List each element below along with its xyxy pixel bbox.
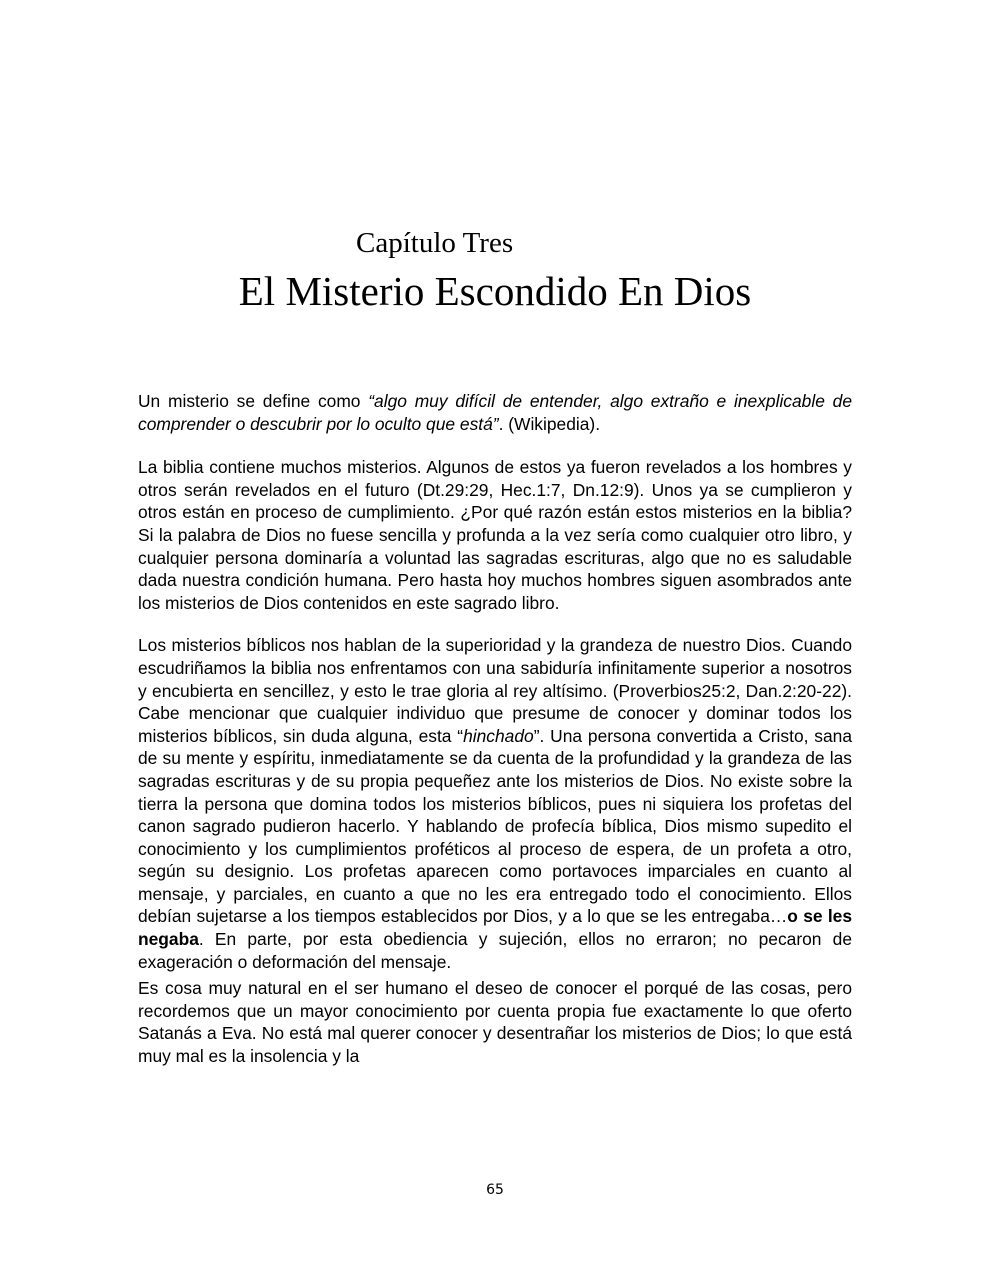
body-text [138, 390, 852, 1068]
hinchado-emphasis: hinchado [463, 725, 534, 746]
paragraph-3-part-a: Los misterios bíblicos nos hablan de la superioridad y la grandeza de nuestro Dios. Cuando escudriñamos la biblia nos enfrentamos con una sabiduría infinitamente superior a nosotros y encubierta en sencillez, y esto le trae gloria al rey altísimo. (Proverbios25:2, Dan.2:20-22). Cabe mencionar que cualquier individuo que presume de conocer y dominar todos los misterios bíblicos, sin duda alguna, esta “ [138, 635, 852, 746]
paragraph-1-source: . (Wikipedia). [498, 413, 601, 434]
paragraph-3 [138, 634, 852, 973]
paragraph-2: La biblia contiene muchos misterios. Algunos de estos ya fueron revelados a los hombres y otros serán revelados en el futuro (Dt.29:29, Hec.1:7, Dn.12:9). Unos ya se cumplieron y otros están en proceso de cumplimiento. ¿Por qué razón están estos misterios en la biblia? Si la palabra de Dios no fuese sencilla y profunda a la vez sería como cualquier otro libro, y cualquier persona dominaría a voluntad las sagradas escrituras, algo que no es saludable dada nuestra condición humana. Pero hasta hoy muchos hombres siguen asombrados ante los misterios de Dios contenidos en este sagrado libro. [138, 457, 852, 613]
chapter-label: Capítulo Tres [356, 227, 514, 259]
paragraph-3-part-e: . En parte, por esta obediencia y sujeción, ellos no erraron; no pecaron de exageración o deformación del mensaje. [138, 929, 852, 972]
paragraph-3-part-c: ”. Una persona convertida a Cristo, sana de su mente y espíritu, inmediatamente se da cuenta de la profundidad y la grandeza de las sagradas escrituras y de su propia pequeñez ante los misterios de Dios. No existe sobre la tierra la persona que domina todos los misterios bíblicos, pues ni siquiera los profetas del canon sagrado pudieron hacerlo. Y hablando de profecía bíblica, Dios mismo supedito el conocimiento y los cumplimientos proféticos al proceso de espera, de un profeta a otro, según su designio. Los profetas aparecen como portavoces imparciales en cuanto al mensaje, y parciales, en cuanto a que no les era entregado todo el conocimiento. Ellos debían sujetarse a los tiempos establecidos por Dios, y a lo que se les entregaba… [138, 725, 852, 927]
definition-quote: “algo muy difícil de entender, algo extraño e inexplicable de comprender o descubrir por lo oculto que está” [138, 391, 852, 434]
negaba-emphasis: o se les negaba [138, 906, 853, 950]
paragraph-1-intro: Un misterio se define como [138, 391, 369, 411]
page-number: 65 [486, 1182, 504, 1198]
chapter-title: El Misterio Escondido En Dios [238, 268, 752, 314]
paragraph-1 [138, 390, 852, 435]
paragraph-4: Es cosa muy natural en el ser humano el deseo de conocer el porqué de las cosas, pero recordemos que un mayor conocimiento por cuenta propia fue exactamente lo que oferto Satanás a Eva. No está mal querer conocer y desentrañar los misterios de Dios; lo que está muy mal es la insolencia y la [138, 978, 852, 1067]
